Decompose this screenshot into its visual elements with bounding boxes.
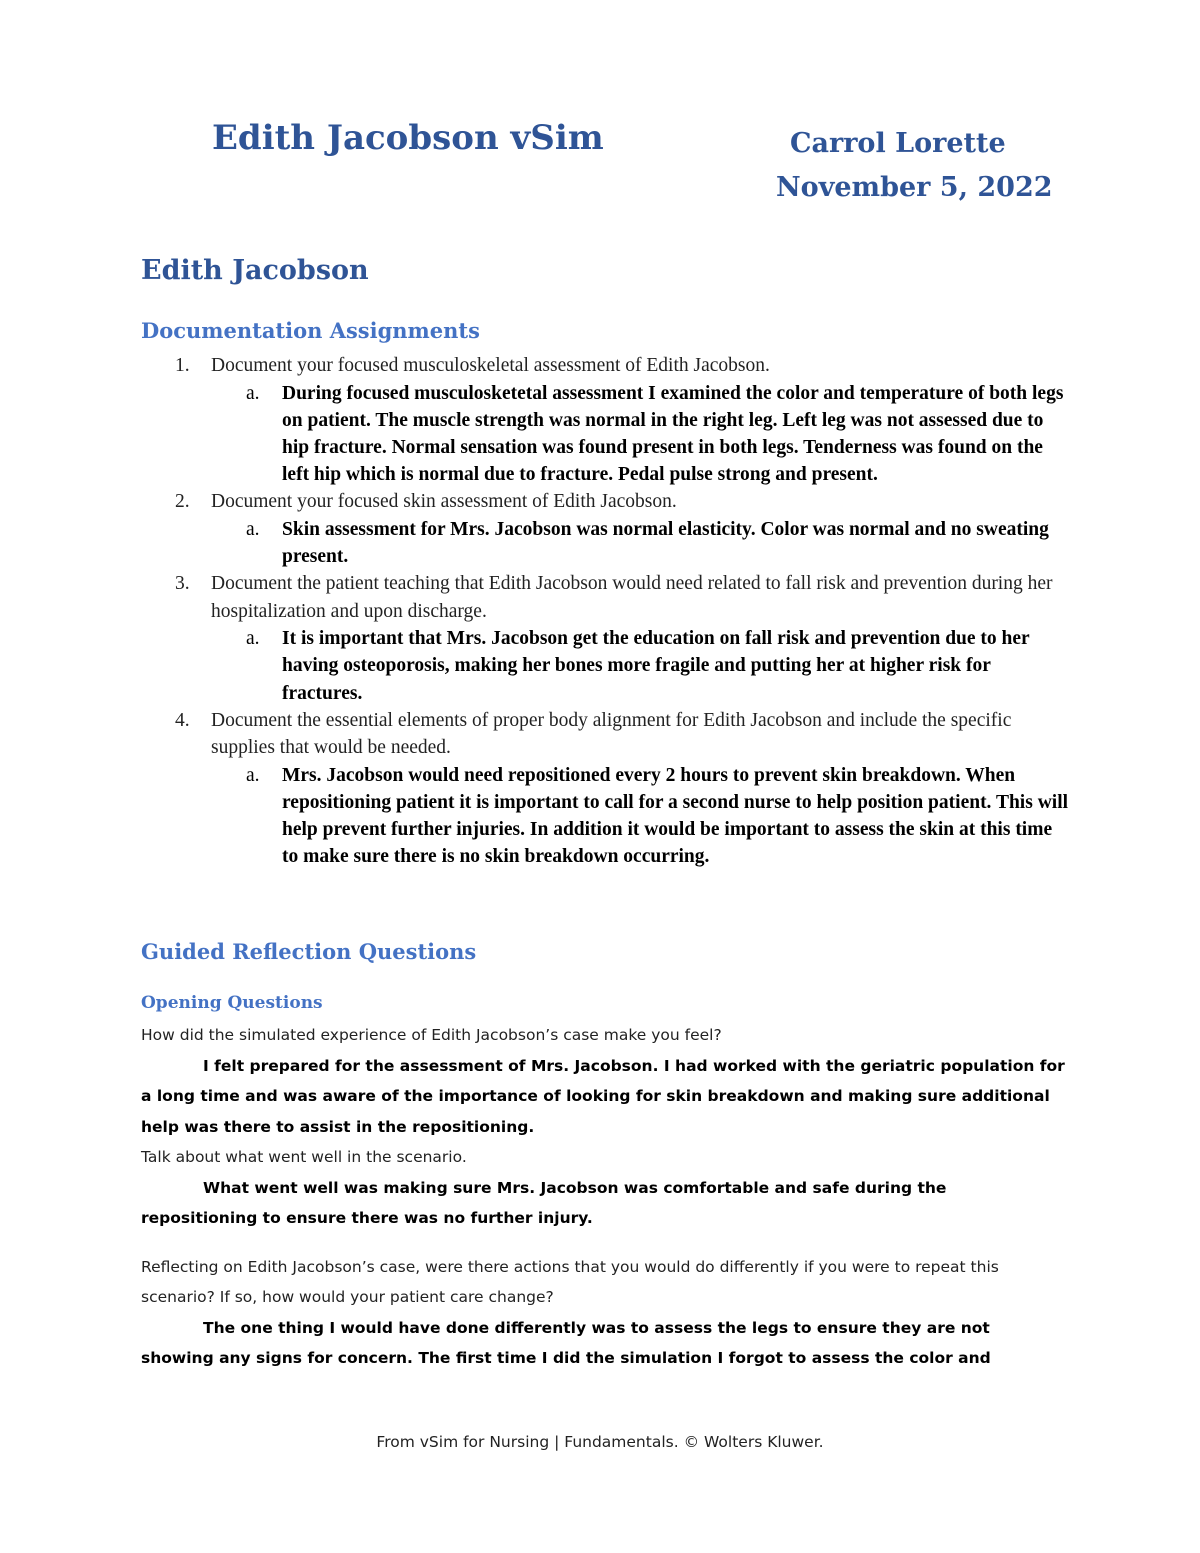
question-text: Document your focused skin assessment of Edith Jacobson. [211,491,677,513]
answer-text: Mrs. Jacobson would need repositioned every 2 hours to prevent skin breakdown. When repositioning patient it is important to call for a second nurse to help position patient. This will help prevent further injuries. In addition it would be important to assess the skin at this time to make sure there is no skin breakdown occurring. [282,764,1069,868]
question-3 [175,570,1056,625]
page-footer: From vSim for Nursing | Fundamentals. © Wolters Kluwer. [376,1433,824,1451]
answer-letter: a. [246,628,260,650]
question-number: 2. [175,491,190,513]
question-number: 4. [175,709,190,731]
reflection-question-1: How did the simulated experience of Edith Jacobson’s case make you feel? [141,1026,722,1044]
reflection-section [141,1020,1066,1374]
guided-reflection-heading: Guided Reflection Questions [141,939,477,964]
answer-letter: a. [246,518,260,540]
answer-1 [246,380,1072,489]
question-1 [175,352,1056,380]
document-title: Edith Jacobson vSim [212,118,604,158]
reflection-question-3: Reflecting on Edith Jacobson’s case, were there actions that you would do differently if you were to repeat this scenario? If so, how would your patient care change? [141,1257,999,1306]
question-number: 1. [175,355,190,376]
question-4 [175,707,1056,762]
answer-text: During focused musculosketetal assessment I examined the color and temperature of both legs on patient. The muscle strength was normal in the right leg. Left leg was not assessed due to hip fracture. Normal sensation was found present in both legs. Tenderness was found on the left hip which is normal due to fracture. Pedal pulse strong and present. [282,382,1064,486]
answer-text: Skin assessment for Mrs. Jacobson was normal elasticity. Color was normal and no sweating present. [282,518,1049,568]
question-text: Document the essential elements of proper body alignment for Edith Jacobson and include the specific supplies that would be needed. [211,709,1012,759]
answer-3 [246,625,1072,707]
answer-4 [246,762,1072,871]
document-date: November 5, 2022 [776,172,1053,203]
reflection-question-2: Talk about what went well in the scenario. [141,1148,467,1166]
spacer [141,1234,1066,1252]
answer-text: It is important that Mrs. Jacobson get the education on fall risk and prevention due to her having osteoporosis, making her bones more fragile and putting her at higher risk for fractures. [282,628,1030,704]
author-name: Carrol Lorette [790,128,1006,159]
reflection-answer-2: What went well was making sure Mrs. Jacobson was comfortable and safe during the repositioning to ensure there was no further injury. [141,1178,947,1227]
documentation-heading: Documentation Assignments [141,318,480,343]
answer-letter: a. [246,764,260,786]
question-2 [175,488,1056,516]
answer-letter: a. [246,382,260,404]
question-text: Document your focused musculoskeletal assessment of Edith Jacobson. [211,355,770,376]
answer-2 [246,516,1072,570]
documentation-list [0,352,1200,871]
patient-heading: Edith Jacobson [141,255,369,286]
question-text: Document the patient teaching that Edith Jacobson would need related to fall risk and prevention during her hospitalization and upon discharge. [211,573,1053,622]
reflection-answer-1: I felt prepared for the assessment of Mrs. Jacobson. I had worked with the geriatric population for a long time and was aware of the importance of looking for skin breakdown and making sure additional help was there to assist in the repositioning. [141,1056,1065,1136]
question-number: 3. [175,573,190,595]
reflection-answer-3: The one thing I would have done differently was to assess the legs to ensure they are not showing any signs for concern. The first time I did the simulation I forgot to assess the color and [141,1318,991,1367]
opening-questions-heading: Opening Questions [141,993,323,1013]
